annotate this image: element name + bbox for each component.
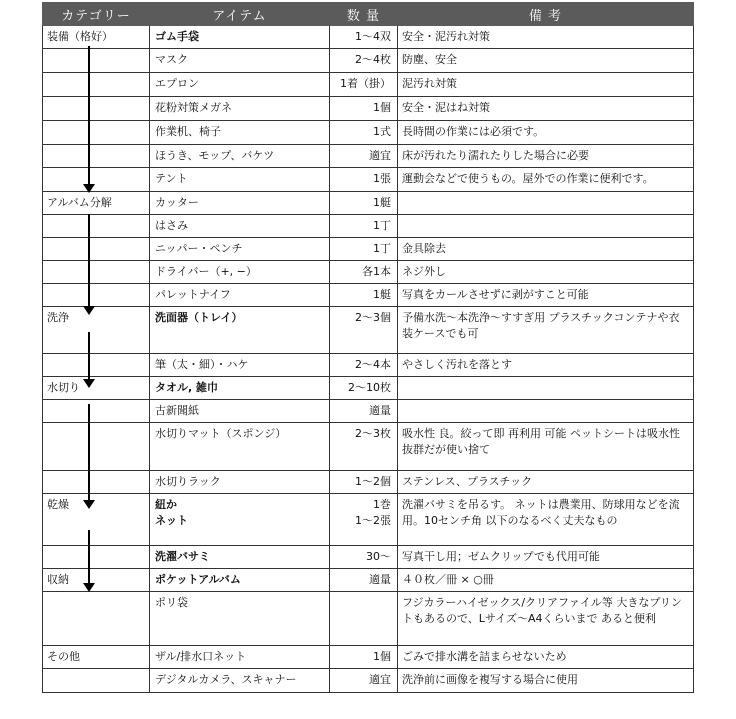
note-cell: 安全・泥汚れ対策 (398, 26, 694, 49)
category-cell (43, 121, 150, 145)
note-cell: 防塵、安全 (398, 49, 694, 73)
note-cell: 吸水性 良。絞って即 再利用 可能 ペットシートは吸水性抜群だが使い捨て (398, 423, 694, 471)
table-row (43, 192, 694, 215)
table-row (43, 354, 694, 377)
item-cell: 花粉対策メガネ (150, 97, 330, 121)
header-item: アイテム (150, 3, 330, 26)
table-row (43, 215, 694, 238)
header-category: カテゴリー (43, 3, 150, 26)
note-cell: 金具除去 (398, 238, 694, 261)
qty-cell: 各1本 (330, 261, 398, 284)
qty-cell: 1着（掛） (330, 73, 398, 97)
flow-arrow (88, 404, 90, 501)
note-cell (398, 215, 694, 238)
category-cell (43, 73, 150, 97)
item-cell: デジタルカメラ、スキャナー (150, 669, 330, 693)
qty-cell: 1個 (330, 97, 398, 121)
qty-cell: 2〜3個 (330, 307, 398, 354)
note-cell: 床が汚れたり濡れたりした場合に必要 (398, 145, 694, 168)
category-cell (43, 423, 150, 471)
item-cell: ほうき、モップ、バケツ (150, 145, 330, 168)
category-cell (43, 400, 150, 423)
table-row (43, 238, 694, 261)
category-cell (43, 238, 150, 261)
item-cell: マスク (150, 49, 330, 73)
table-row (43, 168, 694, 192)
flow-arrow (88, 530, 90, 584)
category-cell: 水切り (43, 377, 150, 400)
table-row (43, 73, 694, 97)
qty-cell: 1〜4双 (330, 26, 398, 49)
item-cell: ニッパー・ペンチ (150, 238, 330, 261)
table-row (43, 377, 694, 400)
table-row (43, 471, 694, 494)
note-cell: 写真をカールさせずに剥がすこと可能 (398, 284, 694, 307)
table-row (43, 49, 694, 73)
item-cell: ポケットアルバム (150, 569, 330, 592)
flow-arrow (88, 214, 90, 307)
item-cell: タオル, 雑巾 (150, 377, 330, 400)
note-cell (398, 192, 694, 215)
qty-cell: 1〜2個 (330, 471, 398, 494)
category-cell (43, 354, 150, 377)
category-cell: 洗浄 (43, 307, 150, 354)
category-cell (43, 546, 150, 569)
item-cell: 古新聞紙 (150, 400, 330, 423)
item-cell: パレットナイフ (150, 284, 330, 307)
qty-cell: 2〜4本 (330, 354, 398, 377)
qty-cell: 適量 (330, 569, 398, 592)
qty-cell: 適宜 (330, 145, 398, 168)
note-cell: 写真干し用；ゼムクリップでも代用可能 (398, 546, 694, 569)
note-cell: ごみで排水溝を詰まらせないため (398, 646, 694, 669)
table-row (43, 669, 694, 693)
category-cell: アルバム分解 (43, 192, 150, 215)
category-cell (43, 168, 150, 192)
table-row (43, 569, 694, 592)
category-cell (43, 49, 150, 73)
qty-cell: 1張 (330, 168, 398, 192)
table-row (43, 494, 694, 546)
note-cell: 運動会などで使うもの。屋外での作業に便利です。 (398, 168, 694, 192)
item-cell: ポリ袋 (150, 592, 330, 646)
item-cell: 紐か ネット (150, 494, 330, 546)
table-row (43, 546, 694, 569)
category-cell (43, 669, 150, 693)
table-row (43, 284, 694, 307)
note-cell (398, 400, 694, 423)
flow-arrow (88, 46, 90, 185)
category-cell (43, 592, 150, 646)
item-cell: エプロン (150, 73, 330, 97)
category-cell: 収納 (43, 569, 150, 592)
category-cell: その他 (43, 646, 150, 669)
category-cell (43, 261, 150, 284)
qty-cell: 1艇 (330, 192, 398, 215)
header-note: 備 考 (398, 3, 694, 26)
category-cell (43, 145, 150, 168)
note-cell (398, 377, 694, 400)
category-cell (43, 471, 150, 494)
item-cell: 洗濯バサミ (150, 546, 330, 569)
item-cell: 水切りラック (150, 471, 330, 494)
item-cell: 洗面器（トレイ） (150, 307, 330, 354)
qty-cell: 適量 (330, 400, 398, 423)
item-cell: ザル/排水口ネット (150, 646, 330, 669)
qty-cell: 1式 (330, 121, 398, 145)
note-cell: ネジ外し (398, 261, 694, 284)
table-row (43, 26, 694, 49)
note-cell: ４０枚／冊 × ○冊 (398, 569, 694, 592)
note-cell: 安全・泥はね対策 (398, 97, 694, 121)
item-cell: はさみ (150, 215, 330, 238)
flow-arrow (88, 332, 90, 380)
table-row (43, 423, 694, 471)
table-row (43, 400, 694, 423)
category-cell (43, 284, 150, 307)
item-cell: 作業机、椅子 (150, 121, 330, 145)
qty-cell: 2〜10枚 (330, 377, 398, 400)
qty-cell: 1艇 (330, 284, 398, 307)
note-cell: ステンレス、プラスチック (398, 471, 694, 494)
qty-cell: 2〜4枚 (330, 49, 398, 73)
table-row (43, 646, 694, 669)
note-cell: フジカラーハイゼックス/クリアファイル等 大きなプリントもあるので、Lサイズ〜A4くらいまで あると便利 (398, 592, 694, 646)
qty-cell: 30〜 (330, 546, 398, 569)
table-row (43, 97, 694, 121)
table-row (43, 307, 694, 354)
item-cell: 筆（太・細）・ハケ (150, 354, 330, 377)
equipment-table (42, 2, 694, 693)
qty-cell: 2〜3枚 (330, 423, 398, 471)
note-cell: 泥汚れ対策 (398, 73, 694, 97)
item-cell: ドライバー（+, −） (150, 261, 330, 284)
qty-cell: 1丁 (330, 215, 398, 238)
note-cell: 予備水洗〜本洗浄〜すすぎ用 プラスチックコンテナや衣装ケースでも可 (398, 307, 694, 354)
category-cell (43, 97, 150, 121)
table-header-row (43, 3, 694, 26)
item-cell: カッター (150, 192, 330, 215)
note-cell: やさしく汚れを落とす (398, 354, 694, 377)
header-qty: 数 量 (330, 3, 398, 26)
note-cell: 洗浄前に画像を複写する場合に使用 (398, 669, 694, 693)
qty-cell: 1丁 (330, 238, 398, 261)
item-cell: 水切りマット（スポンジ） (150, 423, 330, 471)
table-row (43, 261, 694, 284)
table-row (43, 121, 694, 145)
note-cell: 長時間の作業には必須です。 (398, 121, 694, 145)
qty-cell: 1巻 1〜2張 (330, 494, 398, 546)
category-cell: 装備（格好） (43, 26, 150, 49)
note-cell: 洗濯バサミを吊るす。 ネットは農業用、防球用などを流用。10センチ角 以下のなるべく丈夫なもの (398, 494, 694, 546)
item-cell: テント (150, 168, 330, 192)
category-cell (43, 215, 150, 238)
category-cell: 乾燥 (43, 494, 150, 546)
qty-cell (330, 592, 398, 646)
table-row (43, 592, 694, 646)
qty-cell: 適宜 (330, 669, 398, 693)
qty-cell: 1個 (330, 646, 398, 669)
table-row (43, 145, 694, 168)
item-cell: ゴム手袋 (150, 26, 330, 49)
